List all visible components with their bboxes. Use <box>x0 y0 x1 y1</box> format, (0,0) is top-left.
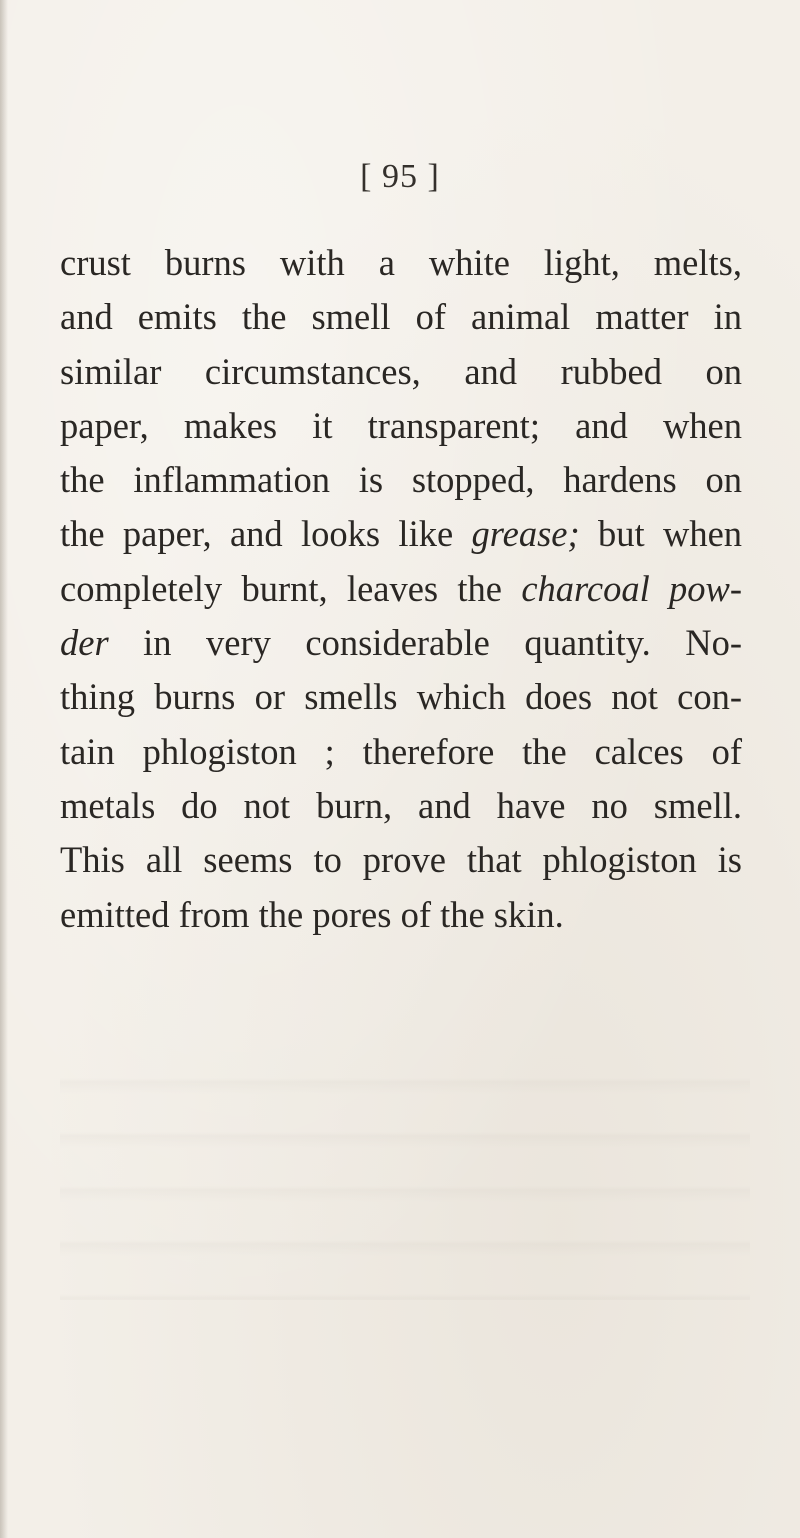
text-line: crust burns with a white light, melts, <box>60 242 742 283</box>
italic-term-der: der <box>60 622 109 664</box>
text-line: thing burns or smells which does not con- <box>60 676 742 718</box>
italic-term-grease: grease; <box>471 513 580 555</box>
text-line: the inflammation is stopped, hardens on <box>60 459 742 501</box>
text-run: the paper, and looks like <box>60 513 454 555</box>
text-run: in very considerable quantity. No- <box>143 622 742 664</box>
text-line: metals do not burn, and have no smell. <box>60 784 742 826</box>
text-line <box>60 507 742 561</box>
italic-term-charcoal-powder: charcoal pow- <box>521 567 742 609</box>
text-run: but when <box>597 513 743 555</box>
text-line: paper, makes it transparent; and when <box>60 404 742 446</box>
text-line: This all seems to prove that phlogiston is <box>60 839 742 881</box>
body-paragraph <box>60 236 742 942</box>
text-line <box>60 562 742 616</box>
text-line: similar circumstances, and rubbed on <box>60 350 742 392</box>
page-number: [ 95 ] <box>360 158 440 195</box>
text-line: and emits the smell of animal matter in <box>60 296 742 338</box>
text-run: completely burnt, leaves the <box>60 567 503 609</box>
text-line <box>60 616 742 670</box>
page-edge-shadow <box>0 0 8 1538</box>
text-line: emitted from the pores of the skin. <box>60 893 564 935</box>
text-line: tain phlogiston ; therefore the calces of <box>60 730 742 772</box>
bleed-through-texture <box>60 1040 750 1300</box>
